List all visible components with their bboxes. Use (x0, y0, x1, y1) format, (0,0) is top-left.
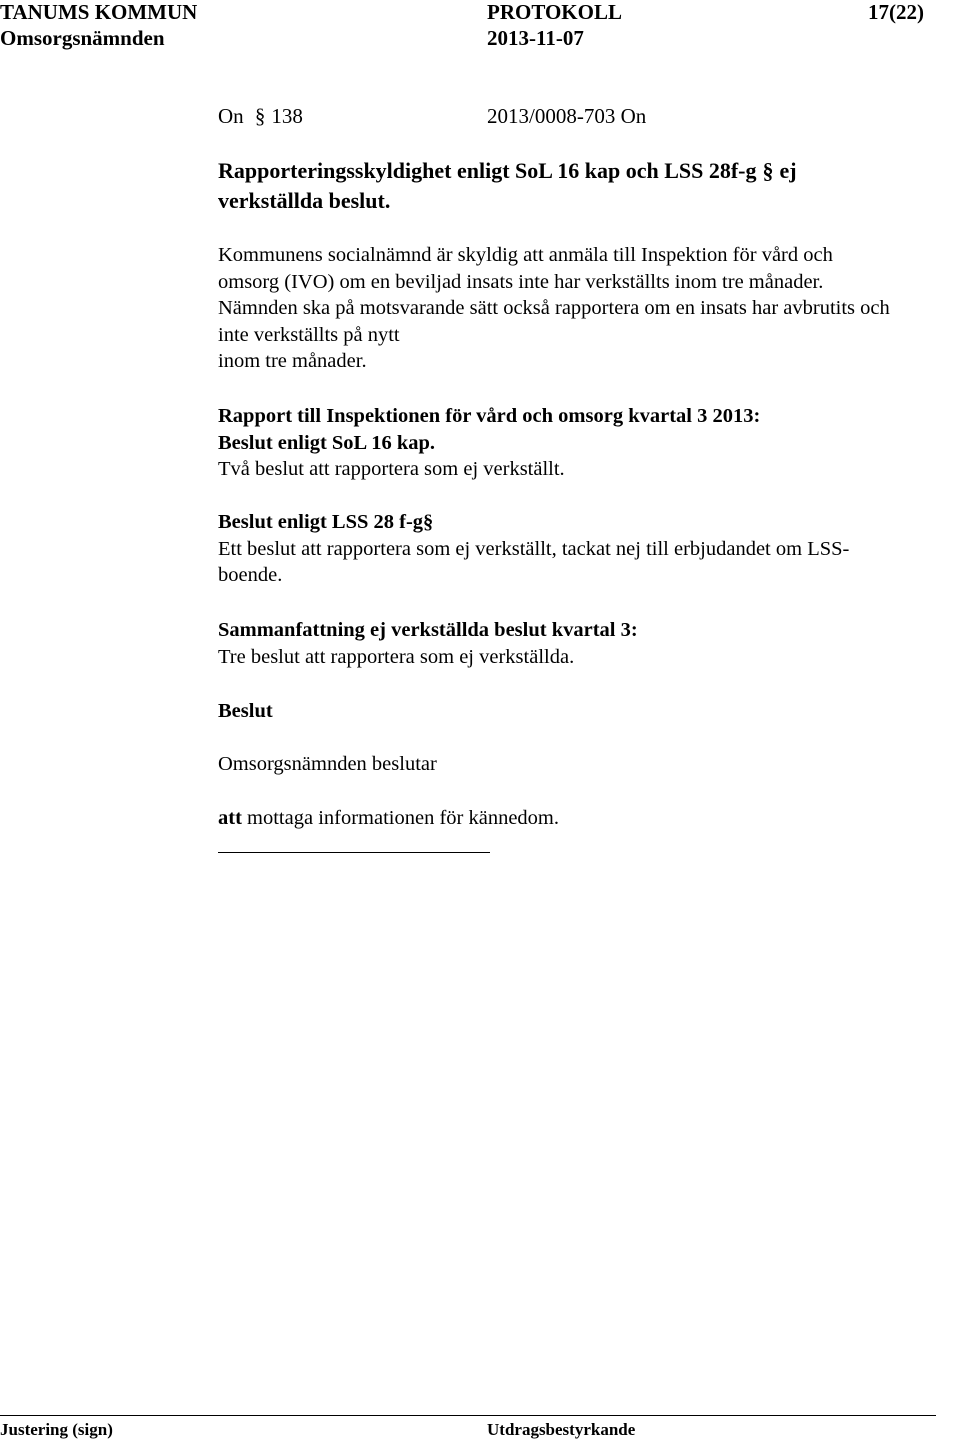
decision-heading: Beslut (218, 700, 273, 722)
intro-line: inom tre månader. (218, 350, 367, 372)
paragraph-label: On (218, 104, 244, 128)
title-section-sign: § (762, 158, 774, 183)
case-reference: 2013/0008-703 On (487, 104, 647, 128)
report-heading: Rapport till Inspektionen för vård och omsorg kvartal 3 2013: (218, 405, 761, 427)
decision-clause (218, 805, 559, 832)
justering-label: Justering (sign) (0, 1420, 113, 1439)
case-title-line2: verkställda beslut. (218, 188, 391, 213)
intro-line: Nämnden ska på motsvarande sätt också rapportera om en insats har avbrutits och (218, 297, 890, 319)
intro-paragraph (218, 242, 958, 375)
decision-text: mottaga informationen för kännedom. (247, 807, 559, 829)
lss-heading: Beslut enligt LSS 28 f-g (218, 511, 424, 533)
case-title (218, 156, 797, 186)
lss-section-sign: § (423, 511, 434, 533)
utdrag-label: Utdragsbestyrkande (487, 1420, 636, 1439)
lss-text-line1: Ett beslut att rapportera som ej verkställt, tackat nej till erbjudandet om LSS- (218, 538, 850, 560)
summary-heading: Sammanfattning ej verkställda beslut kvartal 3: (218, 619, 638, 641)
organization-name: TANUMS KOMMUN (0, 0, 198, 24)
document-type: PROTOKOLL (487, 0, 622, 24)
paragraph-reference (218, 103, 303, 130)
footer-rule (0, 1415, 936, 1416)
meeting-date: 2013-11-07 (487, 26, 584, 50)
summary-text: Tre beslut att rapportera som ej verkställda. (218, 646, 575, 668)
intro-line: inte verkställts på nytt (218, 323, 400, 346)
sol-text: Två beslut att rapportera som ej verkställt. (218, 458, 565, 480)
case-title-line1: Rapporteringsskyldighet enligt SoL 16 kap och LSS 28f-g (218, 158, 757, 183)
case-title-line1-end: ej (779, 158, 797, 183)
sol-heading: Beslut enligt SoL 16 kap. (218, 432, 436, 454)
intro-line: Kommunens socialnämnd är skyldig att anmäla till Inspektion för vård och (218, 244, 833, 266)
lss-heading-row (218, 509, 433, 536)
closing-rule (218, 852, 490, 853)
committee-name: Omsorgsnämnden (0, 26, 165, 50)
intro-line: omsorg (IVO) om en beviljad insats inte har verkställts inom tre månader. (218, 270, 824, 293)
page-number: 17(22) (868, 0, 924, 24)
section-sign: § (254, 104, 266, 128)
paragraph-number: 138 (271, 104, 303, 128)
att-word: att (218, 807, 242, 829)
lss-text-line2: boende. (218, 564, 283, 586)
decision-body: Omsorgsnämnden beslutar (218, 753, 437, 775)
